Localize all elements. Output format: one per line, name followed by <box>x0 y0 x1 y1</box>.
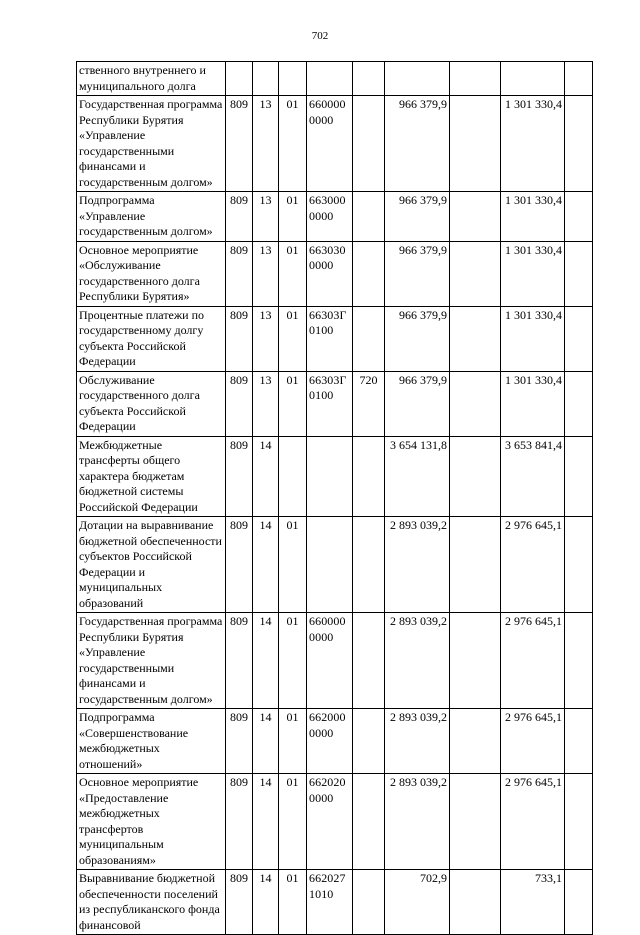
cell-subsection-code: 01 <box>279 306 307 371</box>
cell-amount-year2-extra <box>565 517 593 613</box>
table-row <box>77 241 593 306</box>
cell-amount-year1-extra <box>450 709 501 774</box>
cell-amount-year2-extra <box>565 870 593 935</box>
cell-amount-year2: 1 301 330,4 <box>501 241 565 306</box>
budget-table-body <box>77 62 593 935</box>
cell-name: Выравнивание бюджетной обеспеченности поселений из республиканского фонда финансовой <box>77 870 226 935</box>
cell-name: Межбюджетные трансферты общего характера бюджетам бюджетной системы Российской Федерации <box>77 436 226 517</box>
cell-expense-type-code <box>353 96 385 192</box>
cell-target-article-code: 663030 0000 <box>307 241 353 306</box>
cell-amount-year2: 733,1 <box>501 870 565 935</box>
cell-amount-year1: 966 379,9 <box>385 192 450 242</box>
cell-subsection-code: 01 <box>279 774 307 870</box>
cell-name: Государственная программа Республики Бурятия «Управление государственными финансами и государственным долгом» <box>77 96 226 192</box>
cell-amount-year2-extra <box>565 774 593 870</box>
cell-ministry-code: 809 <box>226 192 253 242</box>
cell-amount-year2: 1 301 330,4 <box>501 192 565 242</box>
cell-amount-year1: 966 379,9 <box>385 371 450 436</box>
cell-expense-type-code <box>353 709 385 774</box>
cell-amount-year2: 1 301 330,4 <box>501 306 565 371</box>
cell-name: Основное мероприятие «Предоставление межбюджетных трансфертов муниципальным образованиям» <box>77 774 226 870</box>
cell-expense-type-code <box>353 62 385 96</box>
table-row <box>77 306 593 371</box>
cell-name: Государственная программа Республики Бурятия «Управление государственными финансами и государственным долгом» <box>77 613 226 709</box>
cell-amount-year1: 3 654 131,8 <box>385 436 450 517</box>
cell-name: Подпрограмма «Управление государственным долгом» <box>77 192 226 242</box>
cell-ministry-code: 809 <box>226 306 253 371</box>
cell-amount-year2: 1 301 330,4 <box>501 371 565 436</box>
table-row <box>77 709 593 774</box>
cell-amount-year2-extra <box>565 709 593 774</box>
cell-ministry-code <box>226 62 253 96</box>
cell-section-code: 14 <box>253 870 279 935</box>
cell-amount-year2-extra <box>565 192 593 242</box>
cell-amount-year2-extra <box>565 306 593 371</box>
table-row <box>77 517 593 613</box>
cell-subsection-code: 01 <box>279 192 307 242</box>
cell-subsection-code <box>279 436 307 517</box>
cell-ministry-code: 809 <box>226 96 253 192</box>
cell-section-code: 13 <box>253 371 279 436</box>
cell-name: Основное мероприятие «Обслуживание государственного долга Республики Бурятия» <box>77 241 226 306</box>
cell-amount-year1-extra <box>450 96 501 192</box>
cell-section-code: 14 <box>253 709 279 774</box>
cell-amount-year2-extra <box>565 613 593 709</box>
page-number: 702 <box>311 30 329 42</box>
cell-amount-year1-extra <box>450 241 501 306</box>
cell-amount-year2-extra <box>565 436 593 517</box>
cell-subsection-code: 01 <box>279 709 307 774</box>
cell-subsection-code <box>279 62 307 96</box>
cell-target-article-code <box>307 517 353 613</box>
cell-name: Обслуживание государственного долга субъекта Российской Федерации <box>77 371 226 436</box>
cell-target-article-code: 660000 0000 <box>307 613 353 709</box>
table-row <box>77 613 593 709</box>
cell-target-article-code: 660000 0000 <box>307 96 353 192</box>
cell-section-code: 13 <box>253 241 279 306</box>
cell-amount-year1: 966 379,9 <box>385 96 450 192</box>
cell-target-article-code <box>307 436 353 517</box>
cell-section-code: 13 <box>253 96 279 192</box>
cell-subsection-code: 01 <box>279 371 307 436</box>
cell-target-article-code: 662020 0000 <box>307 774 353 870</box>
cell-subsection-code: 01 <box>279 870 307 935</box>
cell-amount-year2: 1 301 330,4 <box>501 96 565 192</box>
cell-amount-year1-extra <box>450 371 501 436</box>
cell-amount-year2: 2 976 645,1 <box>501 774 565 870</box>
cell-amount-year1-extra <box>450 613 501 709</box>
cell-amount-year1-extra <box>450 517 501 613</box>
cell-amount-year1-extra <box>450 192 501 242</box>
cell-subsection-code: 01 <box>279 613 307 709</box>
cell-ministry-code: 809 <box>226 774 253 870</box>
cell-amount-year1: 966 379,9 <box>385 241 450 306</box>
cell-amount-year1: 702,9 <box>385 870 450 935</box>
cell-amount-year1-extra <box>450 436 501 517</box>
cell-name: Процентные платежи по государственному долгу субъекта Российской Федерации <box>77 306 226 371</box>
table-row <box>77 870 593 935</box>
cell-amount-year1-extra <box>450 774 501 870</box>
table-row <box>77 774 593 870</box>
cell-ministry-code: 809 <box>226 709 253 774</box>
cell-section-code <box>253 62 279 96</box>
cell-expense-type-code <box>353 241 385 306</box>
cell-amount-year2 <box>501 62 565 96</box>
table-row <box>77 62 593 96</box>
cell-expense-type-code <box>353 436 385 517</box>
cell-ministry-code: 809 <box>226 870 253 935</box>
cell-subsection-code: 01 <box>279 241 307 306</box>
cell-amount-year1-extra <box>450 870 501 935</box>
cell-section-code: 14 <box>253 517 279 613</box>
cell-amount-year1 <box>385 62 450 96</box>
cell-amount-year1-extra <box>450 62 501 96</box>
table-row <box>77 192 593 242</box>
cell-amount-year2-extra <box>565 62 593 96</box>
cell-expense-type-code <box>353 774 385 870</box>
cell-ministry-code: 809 <box>226 241 253 306</box>
cell-section-code: 14 <box>253 774 279 870</box>
cell-section-code: 13 <box>253 192 279 242</box>
cell-amount-year2-extra <box>565 371 593 436</box>
table-row <box>77 436 593 517</box>
cell-expense-type-code <box>353 517 385 613</box>
cell-ministry-code: 809 <box>226 517 253 613</box>
budget-table <box>76 61 593 935</box>
cell-amount-year2: 3 653 841,4 <box>501 436 565 517</box>
cell-target-article-code: 66303Г 0100 <box>307 371 353 436</box>
cell-name: Подпрограмма «Совершенствование межбюджетных отношений» <box>77 709 226 774</box>
cell-amount-year1: 966 379,9 <box>385 306 450 371</box>
cell-target-article-code: 663000 0000 <box>307 192 353 242</box>
cell-expense-type-code: 720 <box>353 371 385 436</box>
cell-target-article-code <box>307 62 353 96</box>
table-row <box>77 371 593 436</box>
cell-section-code: 14 <box>253 613 279 709</box>
cell-amount-year1: 2 893 039,2 <box>385 709 450 774</box>
table-row <box>77 96 593 192</box>
cell-amount-year2-extra <box>565 96 593 192</box>
cell-section-code: 14 <box>253 436 279 517</box>
cell-subsection-code: 01 <box>279 96 307 192</box>
cell-amount-year2-extra <box>565 241 593 306</box>
cell-amount-year1: 2 893 039,2 <box>385 774 450 870</box>
cell-amount-year1: 2 893 039,2 <box>385 613 450 709</box>
cell-expense-type-code <box>353 613 385 709</box>
cell-expense-type-code <box>353 870 385 935</box>
cell-name: ственного внутреннего и муниципального долга <box>77 62 226 96</box>
cell-ministry-code: 809 <box>226 436 253 517</box>
cell-amount-year1: 2 893 039,2 <box>385 517 450 613</box>
cell-ministry-code: 809 <box>226 613 253 709</box>
cell-expense-type-code <box>353 192 385 242</box>
cell-target-article-code: 66303Г 0100 <box>307 306 353 371</box>
cell-amount-year2: 2 976 645,1 <box>501 517 565 613</box>
cell-amount-year2: 2 976 645,1 <box>501 613 565 709</box>
cell-section-code: 13 <box>253 306 279 371</box>
cell-target-article-code: 662027 1010 <box>307 870 353 935</box>
cell-amount-year2: 2 976 645,1 <box>501 709 565 774</box>
cell-name: Дотации на выравнивание бюджетной обеспеченности субъектов Российской Федерации и муниципальных образований <box>77 517 226 613</box>
cell-target-article-code: 662000 0000 <box>307 709 353 774</box>
cell-amount-year1-extra <box>450 306 501 371</box>
cell-ministry-code: 809 <box>226 371 253 436</box>
cell-expense-type-code <box>353 306 385 371</box>
cell-subsection-code: 01 <box>279 517 307 613</box>
